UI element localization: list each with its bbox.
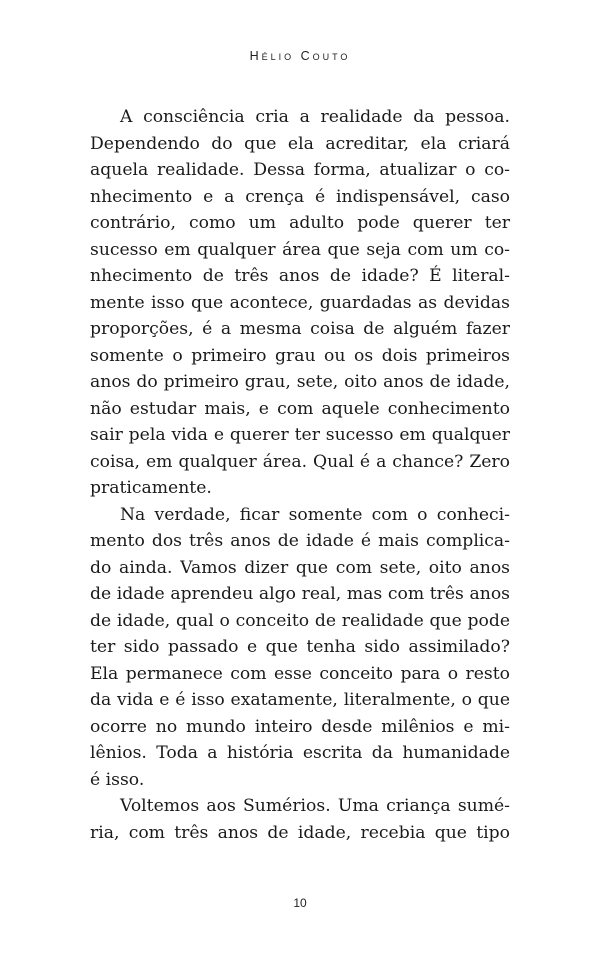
- body-text: [90, 104, 510, 846]
- text-line: Voltemos aos Sumérios. Uma criança sumé-: [120, 796, 510, 816]
- text-line: Na verdade, ficar somente com o conheci-: [120, 504, 510, 525]
- text-line: Ela permanece com esse conceito para o resto: [90, 663, 510, 684]
- text-line: de idade, qual o conceito de realidade que pode: [90, 610, 510, 631]
- text-line: somente o primeiro grau ou os dois primeiros: [90, 345, 510, 366]
- text-line: proporções, é a mesma coisa de alguém fazer: [90, 319, 510, 339]
- text-line: ter sido passado e que tenha sido assimilado?: [90, 637, 510, 657]
- text-line: praticamente.: [90, 478, 212, 498]
- text-line: A consciência cria a realidade da pessoa.: [120, 107, 510, 127]
- text-line: lênios. Toda a história escrita da humanidade: [90, 743, 510, 763]
- running-header: Hélio Couto: [249, 49, 351, 63]
- text-line: contrário, como um adulto pode querer ter: [90, 213, 510, 233]
- text-line: anos do primeiro grau, sete, oito anos de idade,: [90, 372, 510, 392]
- text-line: Dependendo do que ela acreditar, ela criará: [90, 133, 510, 154]
- text-line: ocorre no mundo inteiro desde milênios e mi-: [90, 716, 510, 737]
- text-line: do ainda. Vamos dizer que com sete, oito anos: [90, 557, 510, 578]
- text-line: aquela realidade. Dessa forma, atualizar o co-: [90, 160, 510, 180]
- text-line: não estudar mais, e com aquele conhecimento: [90, 398, 510, 419]
- text-line: ria, com três anos de idade, recebia que tipo: [90, 822, 510, 843]
- text-line: mento dos três anos de idade é mais complica-: [90, 531, 510, 551]
- text-line: coisa, em qualquer área. Qual é a chance? Zero: [90, 451, 510, 472]
- page-number: 10: [293, 896, 307, 910]
- text-line: nhecimento e a crença é indispensável, caso: [90, 186, 510, 207]
- text-line: mente isso que acontece, guardadas as devidas: [90, 292, 510, 313]
- text-line: sair pela vida e querer ter sucesso em qualquer: [90, 425, 510, 445]
- text-line: nhecimento de três anos de idade? É literal-: [90, 266, 510, 286]
- text-line: é isso.: [90, 769, 145, 790]
- text-line: da vida e é isso exatamente, literalmente, o que: [90, 690, 510, 710]
- text-line: de idade aprendeu algo real, mas com três anos: [90, 584, 510, 604]
- text-line: sucesso em qualquer área que seja com um co-: [90, 239, 510, 260]
